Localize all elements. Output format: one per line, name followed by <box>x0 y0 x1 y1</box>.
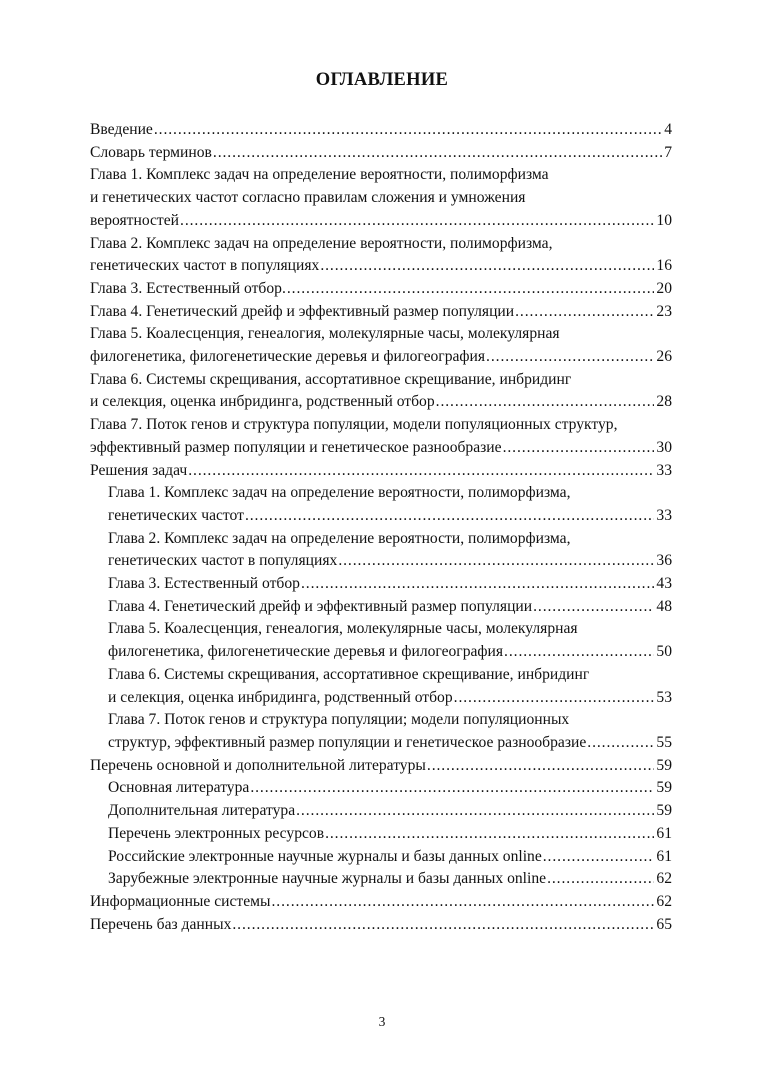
toc-entry-text: Введение <box>90 121 153 138</box>
dot-leader <box>515 301 654 324</box>
toc-entry[interactable] <box>90 301 672 324</box>
dot-leader <box>504 641 654 664</box>
toc-entry-row <box>90 437 672 460</box>
dot-leader <box>232 914 654 937</box>
toc-subentry[interactable] <box>90 800 672 823</box>
toc-page-number: 48 <box>656 597 672 615</box>
dot-leader <box>454 687 655 710</box>
toc-subentry[interactable] <box>90 664 672 709</box>
toc-entry[interactable] <box>90 142 672 165</box>
toc-entry[interactable] <box>90 755 672 778</box>
toc-entry-text: Основная литература <box>108 779 250 797</box>
toc-entry-text: Словарь терминов <box>90 143 212 161</box>
toc-entry-row <box>108 732 672 755</box>
toc-page-number: 50 <box>656 643 672 661</box>
toc-page-number: 4 <box>664 121 672 138</box>
dot-leader <box>436 391 655 414</box>
toc-entry-row <box>90 891 672 914</box>
toc-entry-text: Глава 6. Системы скрещивания, ассортативное скрещивание, инбридинг <box>90 370 572 388</box>
toc-entry-text: Глава 6. Системы скрещивания, ассортативное скрещивание, инбридинг <box>108 665 590 683</box>
toc-entry-text: Глава 1. Комплекс задач на определение вероятности, полиморфизма <box>90 166 549 184</box>
toc-entry-text: Глава 1. Комплекс задач на определение вероятности, полиморфизма, <box>108 484 571 502</box>
toc-subentry[interactable] <box>90 596 672 619</box>
dot-leader <box>320 255 654 278</box>
toc-entry-text: Дополнительная литература <box>108 802 296 820</box>
toc-entry-row <box>108 687 672 710</box>
toc-entry-text: Глава 5. Коалесценция, генеалогия, молекулярные часы, молекулярная <box>90 325 560 343</box>
dot-leader <box>486 346 654 369</box>
toc-entry-text: Глава 4. Генетический дрейф и эффективный размер популяции <box>108 597 533 615</box>
toc-entry-row <box>90 391 672 414</box>
dot-leader <box>325 823 654 846</box>
toc-entry-text: филогенетика, филогенетические деревья и филогеография <box>108 643 504 661</box>
toc-entry-text: Перечень электронных ресурсов <box>108 824 325 842</box>
toc-subentry[interactable] <box>90 777 672 800</box>
toc-subentry[interactable] <box>90 846 672 869</box>
toc-entry-text: Глава 2. Комплекс задач на определение вероятности, полиморфизма, <box>90 234 553 252</box>
toc-entry[interactable] <box>90 369 672 414</box>
dot-leader <box>213 142 662 165</box>
toc-entry-text: и селекция, оценка инбридинга, родственный отбор <box>108 688 453 706</box>
toc-entry[interactable] <box>90 164 672 232</box>
toc-entry[interactable] <box>90 233 672 278</box>
toc-entry-text: эффективный размер популяции и генетическое разнообразие <box>90 438 502 456</box>
toc-entry-text: Глава 3. Естественный отбор <box>108 575 300 593</box>
dot-leader <box>188 460 654 483</box>
toc-entry-row <box>108 846 672 869</box>
toc-subentry[interactable] <box>90 528 672 573</box>
toc-entry-text: Зарубежные электронные научные журналы и базы данных online <box>108 870 547 888</box>
dot-leader <box>427 755 655 778</box>
dot-leader <box>533 596 654 619</box>
toc-page-number: 59 <box>656 779 672 797</box>
toc-subentry[interactable] <box>90 868 672 891</box>
toc-entry-text: Перечень основной и дополнительной литературы <box>90 756 426 774</box>
toc-entry-text: генетических частот в популяциях <box>90 257 320 275</box>
toc-page-number: 61 <box>656 824 672 842</box>
dot-leader <box>547 868 654 891</box>
dot-leader <box>250 777 654 800</box>
toc-entry-row <box>108 777 672 800</box>
page-title: ОГЛАВЛЕНИЕ <box>315 70 449 90</box>
toc-subentry[interactable] <box>90 709 672 754</box>
toc-entry-row <box>90 119 672 142</box>
toc-page-number: 7 <box>664 143 672 161</box>
toc-page-number: 20 <box>656 279 672 297</box>
toc-page-number: 59 <box>656 802 672 820</box>
toc-page-number: 62 <box>656 870 672 888</box>
dot-leader <box>180 210 654 233</box>
toc-entry-row <box>108 800 672 823</box>
toc-entry-row <box>90 914 672 937</box>
toc-entry-text: Глава 7. Поток генов и структура популяции; модели популяционных <box>108 711 570 729</box>
toc-page-number: 36 <box>656 552 672 570</box>
toc-entry-text: генетических частот <box>108 506 244 524</box>
toc-entry-row <box>108 823 672 846</box>
toc-entry[interactable] <box>90 460 672 483</box>
toc-entry[interactable] <box>90 278 672 301</box>
toc-entry-text: Решения задач <box>90 461 188 479</box>
toc-entry-text: Российские электронные научные журналы и базы данных online <box>108 847 542 865</box>
toc-entry-row <box>90 210 672 233</box>
toc-entry-text: и генетических частот согласно правилам сложения и умножения <box>90 189 526 207</box>
toc-entry-row <box>108 505 672 528</box>
table-of-contents <box>90 119 672 936</box>
toc-entry[interactable] <box>90 891 672 914</box>
toc-page-number: 55 <box>656 733 672 751</box>
dot-leader <box>154 119 662 142</box>
toc-entry-text: структур, эффективный размер популяции и генетическое разнообразие <box>108 733 587 751</box>
dot-leader <box>301 573 654 596</box>
toc-page-number: 59 <box>656 756 672 774</box>
toc-entry[interactable] <box>90 914 672 937</box>
toc-page-number: 30 <box>656 438 672 456</box>
toc-entry-row <box>90 460 672 483</box>
toc-entry-row <box>108 868 672 891</box>
toc-subentry[interactable] <box>90 573 672 596</box>
toc-page-number: 43 <box>656 575 672 593</box>
toc-subentry[interactable] <box>90 823 672 846</box>
toc-entry-row <box>90 301 672 324</box>
toc-entry-text: генетических частот в популяциях <box>108 552 338 570</box>
dot-leader <box>338 550 654 573</box>
toc-entry-text: Глава 2. Комплекс задач на определение вероятности, полиморфизма, <box>108 529 571 547</box>
toc-entry-text: Информационные системы <box>90 892 271 910</box>
toc-page-number: 10 <box>656 211 672 229</box>
dot-leader <box>245 505 654 528</box>
toc-entry-row <box>90 346 672 369</box>
toc-entry-text: вероятностей <box>90 211 180 229</box>
page-number: 3 <box>378 1014 386 1029</box>
toc-entry-text: Глава 5. Коалесценция, генеалогия, молекулярные часы, молекулярная <box>108 620 578 638</box>
toc-entry-row <box>108 573 672 596</box>
toc-subentry[interactable] <box>90 618 672 663</box>
toc-page-number: 61 <box>656 847 672 865</box>
toc-entry-row <box>90 278 672 301</box>
toc-entry-row <box>108 641 672 664</box>
dot-leader <box>287 278 655 301</box>
toc-entry-text: и селекция, оценка инбридинга, родственный отбор <box>90 393 435 411</box>
toc-page-number: 16 <box>656 257 672 275</box>
toc-page-number: 33 <box>656 506 672 524</box>
dot-leader <box>587 732 654 755</box>
dot-leader <box>296 800 654 823</box>
toc-entry-row <box>108 596 672 619</box>
toc-entry-text: Глава 3. Естественный отбор. <box>90 279 286 297</box>
toc-page-number: 23 <box>656 302 672 320</box>
toc-entry-row <box>108 550 672 573</box>
toc-entry-text: Глава 4. Генетический дрейф и эффективный размер популяции <box>90 302 515 320</box>
toc-entry[interactable] <box>90 323 672 368</box>
toc-entry-text: Перечень баз данных <box>90 915 232 933</box>
toc-page-number: 65 <box>656 915 672 933</box>
dot-leader <box>272 891 655 914</box>
dot-leader <box>503 437 655 460</box>
toc-page-number: 33 <box>656 461 672 479</box>
toc-entry-text: филогенетика, филогенетические деревья и филогеография <box>90 348 486 366</box>
toc-subentry[interactable] <box>90 482 672 527</box>
toc-page-number: 53 <box>656 688 672 706</box>
toc-entry-row <box>90 255 672 278</box>
toc-entry-row <box>90 755 672 778</box>
toc-entry[interactable] <box>90 119 672 142</box>
toc-page-number: 62 <box>656 892 672 910</box>
toc-entry[interactable] <box>90 414 672 459</box>
toc-page-number: 26 <box>656 348 672 366</box>
toc-page-number: 28 <box>656 393 672 411</box>
dot-leader <box>543 846 655 869</box>
toc-entry-row <box>90 142 672 165</box>
toc-entry-text: Глава 7. Поток генов и структура популяции, модели популяционных структур, <box>90 416 618 434</box>
